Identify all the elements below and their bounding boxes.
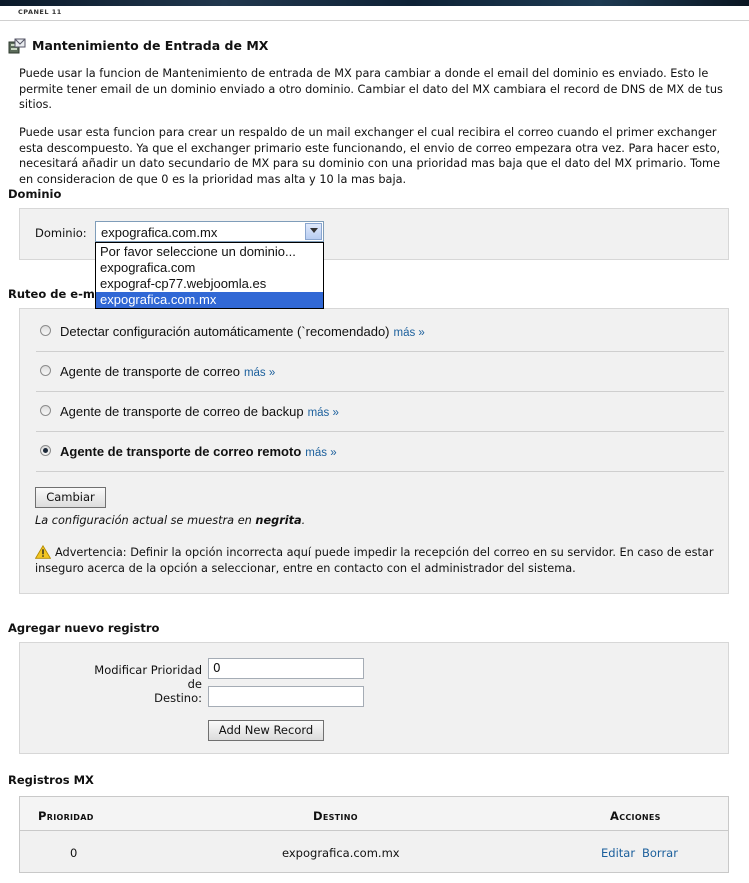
more-link[interactable]: más » (243, 367, 276, 379)
table-row (19, 831, 729, 873)
radio-remote[interactable] (40, 445, 51, 456)
intro-paragraph-2: Puede usar esta funcion para crear un respaldo de un mail exchanger el cual recibira el correo cuando el primer exchanger esta descompuesto. Ya que el exchanger primario este funcionando, el envio de correo empezara otra vez. Para hacer esto, necesitará añadir un dato secundario de MX para su dominio con una prioridad mas baja que el dato del MX primario. Tome en consideracion de que 0 es la prioridad mas alta y 10 la mas baja. (19, 126, 721, 186)
domain-label: Dominio: (35, 226, 87, 240)
routing-option-remote[interactable] (36, 431, 724, 472)
radio-local[interactable] (40, 365, 51, 376)
more-link[interactable]: más » (393, 327, 425, 339)
brand-label: CPANEL 11 (18, 8, 62, 16)
current-config-note (35, 514, 305, 527)
domain-select-value: expografica.com.mx (101, 225, 218, 240)
chevron-down-icon[interactable] (305, 223, 322, 240)
mail-exchanger-icon (8, 37, 26, 55)
mx-records-section-title: Registros MX (8, 773, 94, 787)
radio-auto[interactable] (40, 325, 51, 336)
page-title: Mantenimiento de Entrada de MX (32, 38, 269, 53)
column-header-destination: Destino (313, 809, 358, 823)
mx-table-header (19, 796, 729, 831)
warning-message (35, 545, 725, 577)
routing-option-label: Detectar configuración automáticamente (`recomendado) (60, 324, 390, 339)
routing-option-label: Agente de transporte de correo de backup (60, 404, 304, 419)
delete-link[interactable]: Borrar (642, 846, 678, 860)
routing-option-backup[interactable] (36, 391, 724, 432)
domain-option-selected[interactable]: expografica.com.mx (96, 292, 323, 308)
current-note-bold: negrita (255, 514, 302, 527)
domain-option[interactable]: Por favor seleccione un dominio... (100, 244, 296, 259)
domain-option[interactable]: expografica.com (100, 260, 196, 275)
column-header-priority: Prioridad (38, 809, 94, 823)
row-priority: 0 (70, 846, 78, 860)
routing-option-auto[interactable] (36, 311, 724, 352)
change-button[interactable]: Cambiar (35, 487, 106, 508)
priority-label: Modificar Prioridad de (94, 663, 202, 691)
current-note-suffix: . (301, 514, 306, 527)
routing-section-title: Ruteo de e-m (8, 287, 95, 301)
routing-option-local[interactable] (36, 351, 724, 392)
priority-input[interactable]: 0 (208, 658, 364, 679)
add-record-section-title: Agregar nuevo registro (8, 621, 160, 635)
routing-option-label: Agente de transporte de correo (60, 364, 240, 379)
radio-backup[interactable] (40, 405, 51, 416)
warning-icon (35, 545, 51, 559)
domain-section-title: Dominio (8, 187, 62, 201)
destination-input[interactable] (208, 686, 364, 707)
more-link[interactable]: más » (307, 407, 339, 419)
domain-dropdown-list[interactable] (95, 242, 324, 309)
domain-option[interactable]: expograf-cp77.webjoomla.es (100, 276, 267, 291)
current-note-prefix: La configuración actual se muestra en (35, 514, 252, 527)
destination-label: Destino: (154, 691, 202, 705)
add-record-button[interactable]: Add New Record (208, 720, 324, 741)
brand-bar (0, 6, 749, 21)
more-link[interactable]: más » (305, 447, 337, 459)
routing-option-label: Agente de transporte de correo remoto (60, 444, 302, 459)
edit-link[interactable]: Editar (601, 846, 636, 860)
warning-text: Advertencia: Definir la opción incorrecta aquí puede impedir la recepción del correo en su servidor. En caso de estar inseguro acerca de la opción a seleccionar, entre en contacto con el administrador del sistema. (35, 546, 714, 575)
domain-select[interactable] (95, 221, 324, 242)
intro-paragraph-1: Puede usar la funcion de Mantenimiento de entrada de MX para cambiar a donde el email del dominio es enviado. Esto le permite tener email de un dominio enviado a otro dominio. Cambiar el dato del MX cambiara el record de DNS de MX de tus sitios. (19, 67, 723, 111)
column-header-actions: Acciones (610, 809, 661, 823)
row-destination: expografica.com.mx (282, 846, 400, 860)
